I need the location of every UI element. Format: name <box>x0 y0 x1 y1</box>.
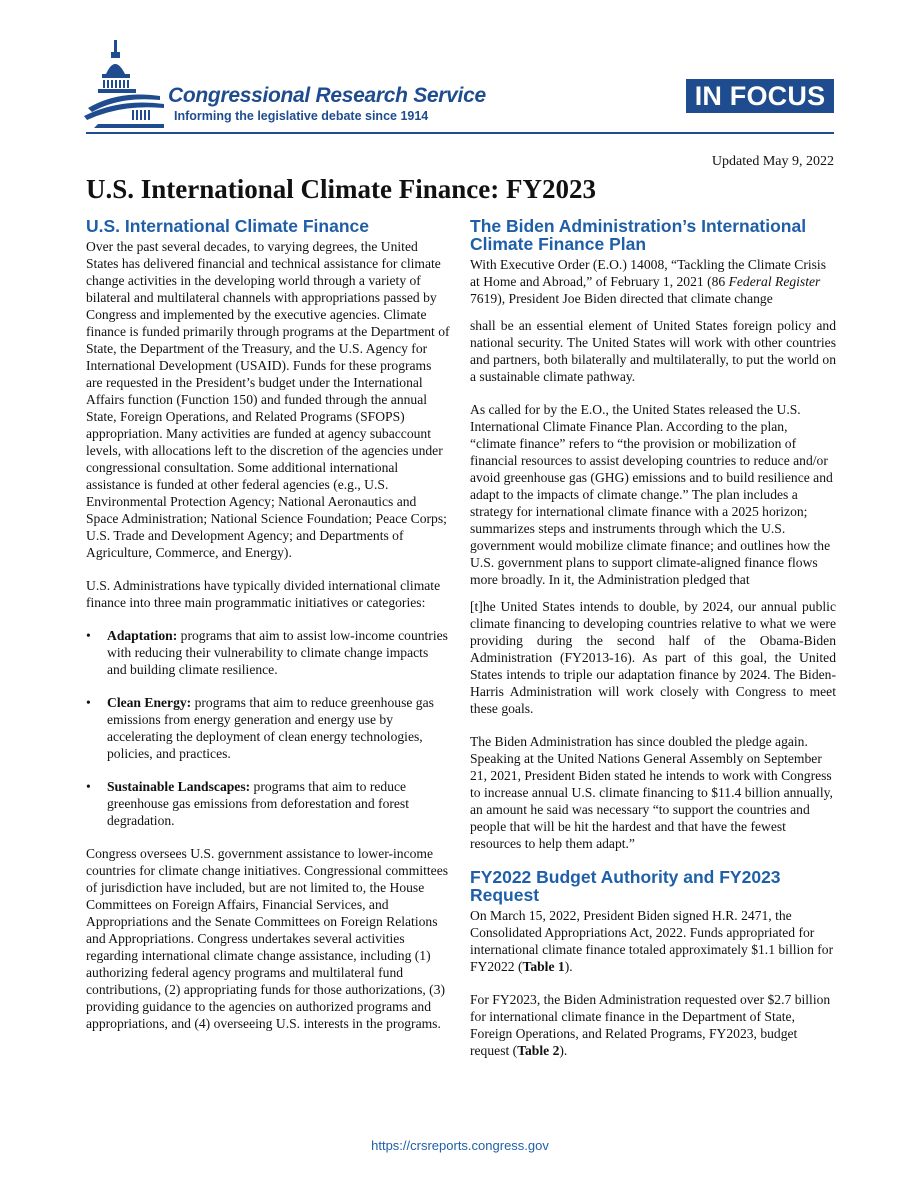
table-reference: Table 2 <box>517 1043 560 1058</box>
block-quote: shall be an essential element of United States foreign policy and national security. The United States will work with other countries and partners, both bilaterally and multilaterally, to put the world on a sustainable climate pathway. <box>470 318 836 384</box>
paragraph: U.S. Administrations have typically divided international climate finance into three main programmatic initiatives or categories: <box>86 578 441 610</box>
paragraph: Over the past several decades, to varying degrees, the United States has delivered financial and technical assistance for climate change activities in the developing world through a variety of bilateral and multilateral channels with appropriations passed by Congress and implemented by the executive agencies. Climate finance is funded primarily through programs at the Department of State, the Department of the Treasury, and the U.S. Agency for International Development (USAID). Funds for these programs are requested in the President’s budget under the International Affairs function (Function 150) and funded through the annual State, Foreign Operations, and Related Programs (SFOPS) appropriation. Many activities are funded at agency subaccount levels, with allocations left to the discretion of the agencies under congressional consultation. Some additional international assistance is funded at other federal agencies (e.g., U.S. Environmental Protection Agency; National Aeronautics and Space Administration; National Science Foundation; Peace Corps; U.S. Trade and Development Agency; and Departments of Agriculture, Commerce, and Energy). <box>86 239 450 560</box>
section-heading: U.S. International Climate Finance <box>86 216 369 236</box>
table-reference: Table 1 <box>522 959 565 974</box>
section-heading: The Biden Administration’s International Climate Finance Plan <box>470 216 807 254</box>
list-item-term: Clean Energy: <box>107 695 192 710</box>
list-item-term: Sustainable Landscapes: <box>107 779 251 794</box>
capitol-dome-icon <box>84 40 166 130</box>
right-column <box>470 217 836 1075</box>
org-tagline: Informing the legislative debate since 1914 <box>174 109 429 123</box>
italic-citation: Federal Register <box>728 274 821 289</box>
in-focus-badge: IN FOCUS <box>686 79 834 113</box>
paragraph: For FY2023, the Biden Administration requested over $2.7 billion for international climate finance in the Department of State, Foreign Operations, and Related Programs, FY2023, budget request (Table 2). <box>470 992 831 1058</box>
paragraph: As called for by the E.O., the United States released the U.S. International Climate Finance Plan. According to the plan, “climate finance” refers to “the provision or mobilization of financial resources to assist developing countries to reduce and/or avoid greenhouse gas (GHG) emissions and to build resilience and adapt to the impacts of climate change.” The plan includes a strategy for international climate finance with a 2025 horizon; summarizes steps and instruments through which the U.S. government would mobilize climate finance; and outlines how the U.S. government plans to support climate-aligned finance flows more broadly. In it, the Administration pledged that <box>470 402 833 587</box>
paragraph: With Executive Order (E.O.) 14008, “Tackling the Climate Crisis at Home and Abroad,” of February 1, 2021 (86 Federal Register 7619), President Joe Biden directed that climate change <box>470 257 826 306</box>
list-item <box>86 627 450 678</box>
left-column <box>86 217 450 1048</box>
org-name: Congressional Research Service <box>168 84 486 107</box>
block-quote: [t]he United States intends to double, by 2024, our annual public climate financing to developing countries relative to what we were providing during the second half of the Obama-Biden Administration (FY2013-16). As part of this goal, the United States intends to triple our adaptation finance by 2024. The Biden-Harris Administration will work closely with Congress to meet these goals. <box>470 599 836 716</box>
category-list <box>86 627 450 829</box>
footer-link[interactable]: https://crsreports.congress.gov <box>371 1138 549 1153</box>
bullet-icon: • <box>86 628 91 643</box>
paragraph: Congress oversees U.S. government assistance to lower-income countries for climate change initiatives. Congressional committees of jurisdiction have included, but are not limited to, the House Committees on Foreign Affairs, Financial Services, and Appropriations and the Senate Committees on Foreign Relations and Appropriations. Congress undertakes several activities regarding international climate change assistance, including (1) authorizing federal agency programs and multilateral fund contributions, (2) appropriating funds for those authorizations, (3) providing guidance to the agencies on authorized programs and appropriations, and (4) overseeing U.S. interests in the programs. <box>86 846 449 1031</box>
list-item-text: programs that aim to assist low-income countries with reducing their vulnerability to climate change impacts and building climate resilience. <box>107 628 448 677</box>
header-divider <box>86 132 834 134</box>
list-item-text: programs that aim to reduce greenhouse gas emissions from energy generation and energy use by accelerating the deployment of clean energy technologies, policies, and practices. <box>107 695 434 761</box>
bullet-icon: • <box>86 695 91 710</box>
list-item-text: programs that aim to reduce greenhouse gas emissions from deforestation and forest degradation. <box>107 779 410 828</box>
page-title: U.S. International Climate Finance: FY2023 <box>86 174 596 204</box>
bullet-icon: • <box>86 779 91 794</box>
list-item <box>86 694 450 762</box>
section-heading: FY2022 Budget Authority and FY2023 Request <box>470 867 781 905</box>
list-item-term: Adaptation: <box>107 628 178 643</box>
paragraph: The Biden Administration has since doubled the pledge again. Speaking at the United Nations General Assembly on September 21, 2021, President Biden stated he intends to work with Congress to increase annual U.S. climate financing to $11.4 billion annually, an amount he said was necessary “to support the countries and people that will be hit the hardest and that have the fewest resources to help them adapt.” <box>470 734 833 851</box>
page-header <box>0 0 920 140</box>
list-item <box>86 778 450 829</box>
updated-date: Updated May 9, 2022 <box>711 154 834 169</box>
paragraph: On March 15, 2022, President Biden signed H.R. 2471, the Consolidated Appropriations Act, 2022. Funds appropriated for international climate finance totaled approximately $1.1 billion for FY2022 (Table 1). <box>470 908 834 974</box>
